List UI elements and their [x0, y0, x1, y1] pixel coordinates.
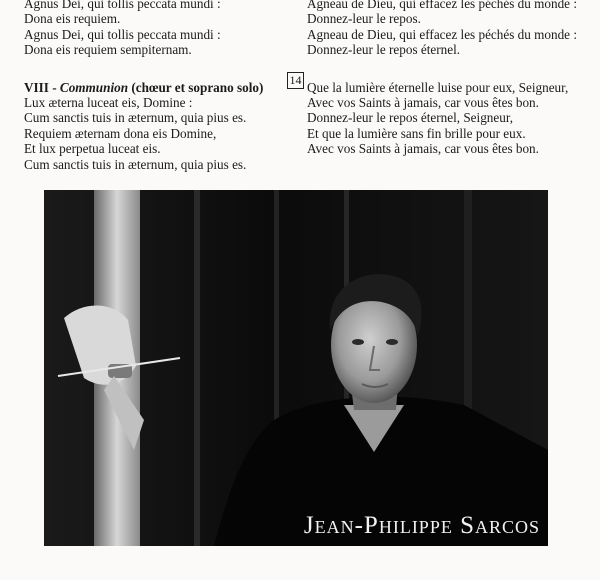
latin-line: Et lux perpetua luceat eis. — [24, 141, 161, 157]
latin-line: Dona eis requiem sempiternam. — [24, 42, 192, 58]
latin-line: Cum sanctis tuis in æternum, quia pius es. — [24, 110, 247, 126]
section-heading — [24, 80, 284, 95]
latin-line: Lux æterna luceat eis, Domine : — [24, 95, 193, 111]
french-text-column — [307, 0, 587, 157]
latin-line: Cum sanctis tuis in æternum, quia pius es. — [24, 156, 247, 172]
track-number-box: 14 — [287, 72, 304, 89]
photo-caption: Jean-Philippe Sarcos — [303, 512, 540, 539]
french-line: Donnez-leur le repos. — [307, 11, 421, 27]
section-subtitle: (chœur et soprano solo) — [128, 79, 264, 95]
french-line: Donnez-leur le repos éternel. — [307, 42, 461, 58]
french-line: Avec vos Saints à jamais, car vous êtes bon. — [307, 141, 539, 157]
french-line: Et que la lumière sans fin brille pour eux. — [307, 125, 526, 141]
latin-line: Dona eis requiem. — [24, 11, 121, 27]
latin-line: Agnus Dei, qui tollis peccata mundi : — [24, 0, 221, 11]
french-line: Que la lumière éternelle luise pour eux, Seigneur, — [307, 79, 569, 95]
section-number: VIII - — [24, 79, 60, 95]
latin-line: Requiem æternam dona eis Domine, — [24, 125, 217, 141]
section-title: Communion — [59, 79, 129, 95]
french-line: Donnez-leur le repos éternel, Seigneur, — [307, 110, 513, 126]
french-line: Agneau de Dieu, qui effacez les péchés du monde : — [307, 0, 577, 11]
french-line: Agneau de Dieu, qui effacez les péchés du monde : — [307, 26, 577, 42]
latin-text-column — [24, 0, 284, 172]
portrait-illustration — [44, 190, 548, 546]
french-line: Avec vos Saints à jamais, car vous êtes bon. — [307, 95, 539, 111]
conductor-portrait-photo — [44, 190, 548, 546]
latin-line: Agnus Dei, qui tollis peccata mundi : — [24, 26, 221, 42]
